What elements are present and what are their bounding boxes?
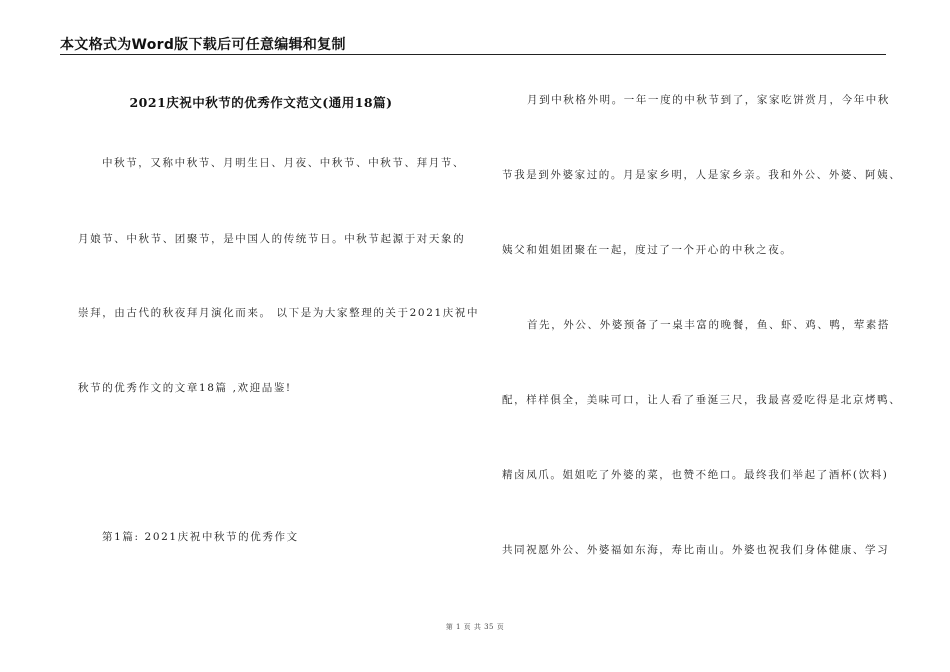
- right-paragraph-line: 精卤凤爪。姐姐吃了外婆的菜，也赞不绝口。最终我们举起了酒杯(饮料): [502, 469, 889, 481]
- page-footer: 第 1 页 共 35 页: [445, 623, 505, 631]
- right-paragraph-line: 配，样样俱全，美味可口，让人看了垂涎三尺，我最喜爱吃得是北京烤鸭、: [502, 394, 902, 406]
- section-heading: 第1篇: 2021庆祝中秋节的优秀作文: [102, 531, 299, 543]
- header-title: 本文格式为Word版下载后可任意编辑和复制: [60, 37, 346, 53]
- right-paragraph-line: 姨父和姐姐团聚在一起，度过了一个开心的中秋之夜。: [502, 244, 793, 256]
- right-paragraph-line: 节我是到外婆家过的。月是家乡明，人是家乡亲。我和外公、外婆、阿姨、: [502, 169, 902, 181]
- left-paragraph-line: 月娘节、中秋节、团聚节，是中国人的传统节日。中秋节起源于对天象的: [78, 233, 466, 245]
- left-paragraph-line: 崇拜，由古代的秋夜拜月演化而来。 以下是为大家整理的关于2021庆祝中: [78, 307, 480, 319]
- right-paragraph-line: 共同祝愿外公、外婆福如东海，寿比南山。外婆也祝我们身体健康、学习: [502, 544, 890, 556]
- right-paragraph-line: 月到中秋格外明。一年一度的中秋节到了，家家吃饼赏月，今年中秋: [527, 94, 890, 106]
- left-paragraph-line: 中秋节，又称中秋节、月明生日、月夜、中秋节、中秋节、拜月节、: [102, 157, 465, 169]
- document-title: 2021庆祝中秋节的优秀作文范文(通用18篇): [129, 95, 393, 110]
- page-header: [60, 34, 886, 55]
- left-paragraph-line: 秋节的优秀作文的文章18篇 ,欢迎品鉴!: [78, 382, 292, 394]
- right-paragraph-line: 首先，外公、外婆预备了一桌丰富的晚餐，鱼、虾、鸡、鸭，荤素搭: [527, 319, 890, 331]
